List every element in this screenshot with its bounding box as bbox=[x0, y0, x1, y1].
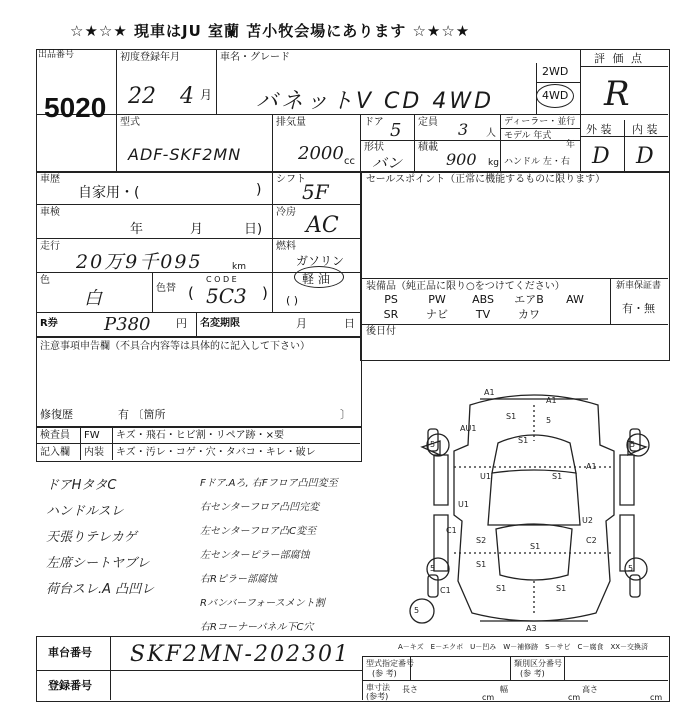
inspector-interior: 内装 bbox=[84, 447, 104, 458]
recycle-label: R券 bbox=[40, 318, 58, 329]
recycle-value: P380 bbox=[104, 314, 151, 335]
shift-label: シフト bbox=[276, 174, 306, 185]
fuel-gasoline: ガソリン bbox=[296, 254, 345, 268]
color-change-label: 色替 bbox=[156, 283, 176, 294]
damage-note: 右Rピラー部腐蚀 bbox=[200, 574, 277, 585]
diagram-mark: C2 bbox=[586, 536, 597, 545]
damage-note: 左センターフロア凸C変至 bbox=[200, 526, 317, 537]
handwritten-note: 左席シートヤブレ bbox=[46, 556, 150, 571]
evaluation-value: R bbox=[604, 74, 630, 114]
diagram-mark: S1 bbox=[476, 560, 487, 569]
inspector-label-1: 検査員 bbox=[40, 430, 70, 441]
damage-note: 右Rコーナーパネル下C穴 bbox=[200, 622, 314, 633]
load-unit: kg bbox=[488, 158, 499, 168]
equip-r2-1: ナビ bbox=[426, 308, 448, 321]
diagram-mark: 5 bbox=[414, 606, 420, 615]
color-code: 5C3 bbox=[206, 284, 247, 308]
model-label: 型式 bbox=[120, 117, 140, 128]
diagram-mark: A1 bbox=[586, 462, 597, 471]
handwritten-note: ハンドルスレ bbox=[46, 504, 124, 519]
handle-label: ハンドル 左・右 bbox=[504, 157, 570, 167]
diagram-mark: S2 bbox=[476, 536, 487, 545]
exterior-value: D bbox=[592, 144, 610, 169]
size-label-2: (参考) bbox=[366, 692, 389, 701]
diagram-mark: U1 bbox=[480, 472, 491, 481]
evaluation-label: 評 価 点 bbox=[594, 52, 644, 65]
remaining-label: 名変期限 bbox=[200, 318, 240, 329]
diagram-mark: 5 bbox=[628, 564, 634, 573]
fuel-diesel: 軽 油 bbox=[302, 272, 330, 286]
damage-note: Rバンバーフォースメント割 bbox=[200, 598, 325, 609]
diagram-mark: 5 bbox=[430, 440, 436, 449]
header-banner: ☆★☆★ 現車はJU 室蘭 苫小牧会場にあります ☆★☆★ bbox=[70, 22, 471, 40]
capacity-unit: 人 bbox=[486, 128, 496, 139]
load-value: 900 bbox=[446, 150, 477, 169]
car-name-value: バネットV CD 4WD bbox=[256, 89, 495, 114]
size-length: 長さ bbox=[402, 685, 418, 694]
shape-label: 形状 bbox=[364, 142, 384, 153]
equip-r2-3: カワ bbox=[518, 308, 540, 321]
diagram-mark: AU1 bbox=[460, 424, 477, 433]
fuel-label: 燃料 bbox=[276, 241, 296, 252]
registration-label: 初度登録年月 bbox=[120, 52, 180, 63]
color-code-paren: ( bbox=[188, 284, 194, 302]
diagram-mark: A1 bbox=[546, 396, 557, 405]
car-damage-diagram bbox=[400, 385, 668, 635]
class-number-label: 類別区分番号 bbox=[514, 659, 562, 668]
diagram-mark: 5 bbox=[546, 416, 552, 425]
capacity-value: 3 bbox=[458, 120, 469, 139]
repair-label: 修復歴 bbox=[40, 408, 73, 421]
equip-r1-2: ABS bbox=[472, 293, 494, 306]
inspector-label-2: 記入欄 bbox=[40, 447, 70, 458]
diagram-mark: A1 bbox=[484, 388, 495, 397]
chassis-value: SKF2MN-202301 bbox=[130, 642, 350, 667]
class-number-sub: (参 考) bbox=[520, 669, 545, 678]
mileage-value: 20万9千095 bbox=[76, 251, 203, 273]
diagram-mark: C1 bbox=[446, 526, 457, 535]
lot-number: 5020 bbox=[44, 92, 107, 123]
displacement-unit: cc bbox=[344, 156, 355, 167]
damage-note: Fドア.Aろ, 右Fフロア凸凹変至 bbox=[200, 478, 338, 489]
aircon-value: AC bbox=[306, 213, 339, 238]
drive-2wd: 2WD bbox=[542, 65, 569, 78]
handwritten-note: 天張りテレカゲ bbox=[46, 530, 137, 545]
mileage-label: 走行 bbox=[40, 241, 60, 252]
color-code-paren-close: ) bbox=[262, 284, 268, 302]
load-label: 積載 bbox=[418, 142, 438, 153]
displacement-value: 2000 bbox=[298, 143, 344, 164]
handwritten-note: ドアHタタC bbox=[46, 478, 117, 493]
rear-seat-label: 後日付 bbox=[366, 326, 396, 337]
handwritten-note: 荷台スレ.A 凸凹レ bbox=[46, 582, 155, 597]
repair-value: 有 〔箇所 bbox=[118, 408, 166, 421]
size-label-1: 車寸法 bbox=[366, 683, 390, 692]
diagram-mark: U1 bbox=[458, 500, 469, 509]
lot-label: 出品番号 bbox=[38, 50, 75, 60]
history-close: ) bbox=[256, 182, 262, 198]
color-value: 白 bbox=[84, 288, 102, 309]
equip-r1-1: PW bbox=[428, 293, 446, 306]
warranty-label: 新車保証書 bbox=[616, 281, 662, 291]
diagram-mark: 5 bbox=[630, 440, 636, 449]
diagram-mark: S1 bbox=[506, 412, 517, 421]
inspection-month: 月 bbox=[190, 222, 204, 237]
damage-note: 左センターピラー部腐蚀 bbox=[200, 550, 310, 561]
recycle-unit: 円 bbox=[176, 317, 187, 330]
inspection-day: 日) bbox=[244, 222, 263, 237]
interior-label: 内 装 bbox=[632, 123, 658, 136]
inspection-year: 年 bbox=[130, 222, 144, 237]
model-year-unit: 年 bbox=[566, 140, 576, 150]
equip-r1-3: エアB bbox=[514, 293, 544, 306]
size-unit-3: cm bbox=[650, 693, 663, 702]
size-unit-2: cm bbox=[568, 693, 581, 702]
equip-r2-0: SR bbox=[383, 308, 399, 321]
equip-r1-0: PS bbox=[384, 293, 398, 306]
inspection-label: 車検 bbox=[40, 207, 60, 218]
type-designation-label: 型式指定番号 bbox=[366, 659, 414, 668]
color-code-label: C O D E bbox=[206, 275, 237, 284]
dealer-label: ディーラー・並行 bbox=[504, 117, 576, 127]
sales-point-label: セールスポイント（正常に機能するものに限ります） bbox=[366, 174, 606, 185]
warranty-value: 有・無 bbox=[622, 302, 655, 315]
diagram-mark: S1 bbox=[496, 584, 507, 593]
drive-4wd-circle bbox=[536, 84, 574, 108]
equip-r2-2: TV bbox=[475, 308, 491, 321]
drive-4wd: 4WD bbox=[542, 89, 569, 102]
registration-month: 4 bbox=[180, 84, 194, 109]
diagram-mark: C1 bbox=[440, 586, 451, 595]
legend: A－キズ E－エクボ U－凹み W－補修跡 S－サビ C－腐食 XX－交換済 bbox=[398, 643, 649, 651]
capacity-label: 定員 bbox=[418, 117, 438, 128]
model-value: ADF-SKF2MN bbox=[128, 145, 242, 164]
damage-note: 右センターフロア凸凹完変 bbox=[200, 502, 320, 513]
diagram-mark: 5 bbox=[430, 564, 436, 573]
aircon-label: 冷房 bbox=[276, 207, 296, 218]
chassis-label: 車台番号 bbox=[48, 646, 92, 659]
equip-r1-4: AW bbox=[566, 293, 584, 306]
doors-value: 5 bbox=[390, 120, 402, 141]
exterior-label: 外 装 bbox=[586, 123, 612, 136]
inspector-fw: FW bbox=[84, 430, 100, 441]
inspector-row-1: キズ・飛石・ヒビ割・リペア跡・×要 bbox=[116, 430, 284, 441]
type-designation-sub: (参 考) bbox=[372, 669, 397, 678]
diagram-mark: S1 bbox=[556, 584, 567, 593]
remaining-month: 月 bbox=[296, 317, 307, 330]
shift-value: 5F bbox=[302, 180, 329, 204]
doors-label: ドア bbox=[364, 117, 384, 128]
inspector-row-2: キズ・汚レ・コゲ・穴・タバコ・キレ・破レ bbox=[116, 447, 316, 458]
color-label: 色 bbox=[40, 275, 50, 286]
diagram-mark: S1 bbox=[530, 542, 541, 551]
diagram-mark: A3 bbox=[526, 624, 537, 633]
size-height: 高さ bbox=[582, 685, 598, 694]
interior-value: D bbox=[636, 144, 654, 169]
registration-year: 22 bbox=[128, 84, 156, 109]
diagram-mark: U2 bbox=[582, 516, 593, 525]
displacement-label: 排気量 bbox=[276, 117, 306, 128]
repair-close: 〕 bbox=[340, 408, 351, 421]
history-label: 車歴 bbox=[40, 174, 60, 185]
registration-number-label: 登録番号 bbox=[48, 679, 92, 692]
mileage-unit: km bbox=[232, 262, 246, 272]
size-unit-1: cm bbox=[482, 693, 495, 702]
equipment-label: 装備品（純正品に限り○をつけてください） bbox=[366, 281, 565, 292]
diagram-mark: S1 bbox=[552, 472, 563, 481]
fuel-paren: ( ) bbox=[286, 294, 299, 307]
notes-label: 注意事項申告欄（不具合内容等は具体的に記入して下さい） bbox=[40, 341, 310, 352]
diagram-mark: S1 bbox=[518, 436, 529, 445]
shape-value: バン bbox=[372, 154, 403, 172]
model-year-label: モデル 年式 bbox=[504, 131, 552, 141]
history-value: 自家用・( bbox=[78, 185, 140, 201]
registration-month-unit: 月 bbox=[200, 88, 213, 102]
sales-frame bbox=[360, 171, 670, 361]
remaining-day: 日 bbox=[344, 317, 355, 330]
car-name-label: 車名・グレード bbox=[220, 52, 290, 63]
size-width: 幅 bbox=[500, 685, 508, 694]
fuel-diesel-circle bbox=[294, 266, 344, 288]
